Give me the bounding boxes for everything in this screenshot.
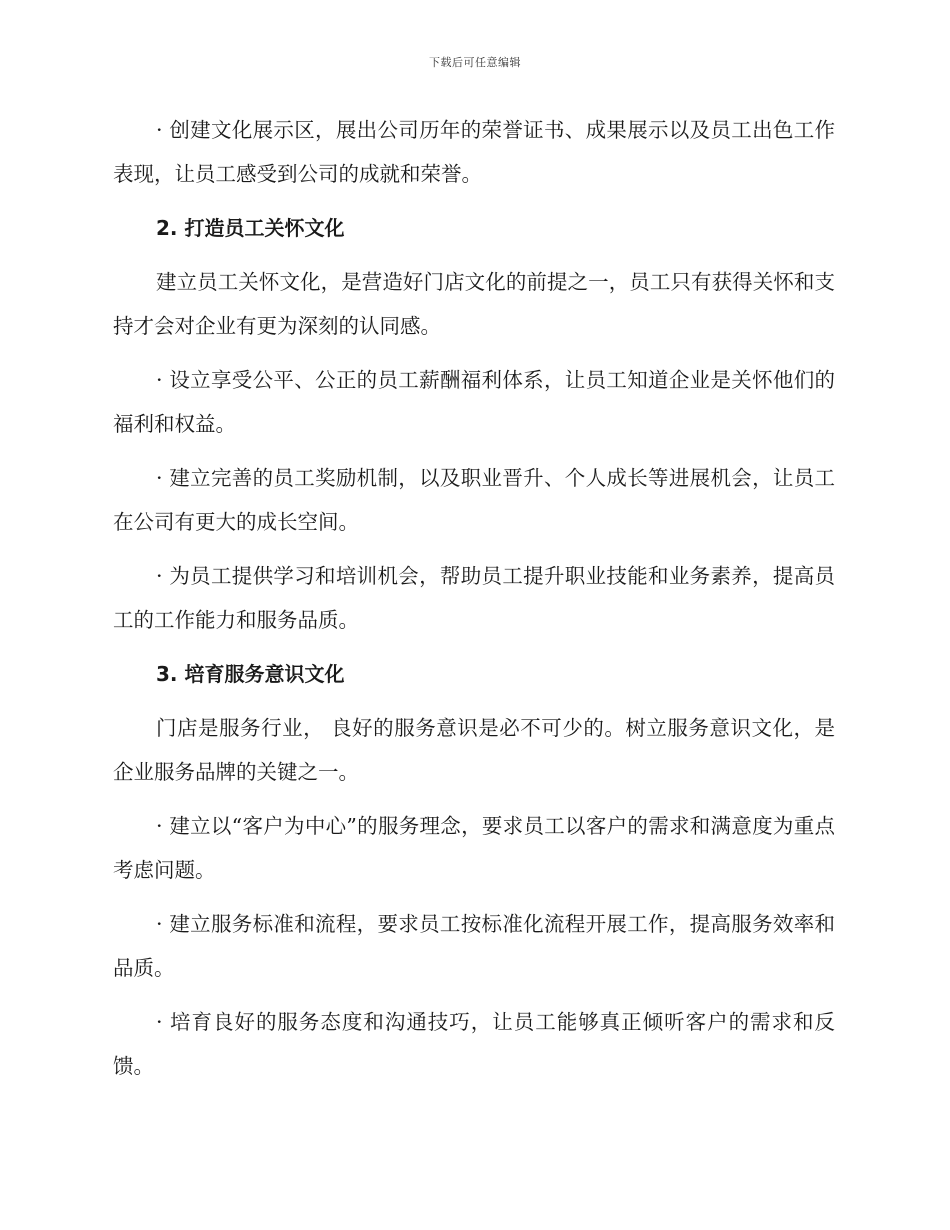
body-paragraph: 门店是服务行业， 良好的服务意识是必不可少的。树立服务意识文化，是企业服务品牌的关键之一。 xyxy=(113,716,835,784)
bullet-paragraph: · 设立享受公平、公正的员工薪酬福利体系，让员工知道企业是关怀他们的福利和权益。 xyxy=(113,368,835,436)
section-heading: 2. 打造员工关怀文化 xyxy=(156,216,345,240)
document-body xyxy=(113,108,835,1098)
bullet-paragraph: · 建立以“客户为中心”的服务理念，要求员工以客户的需求和满意度为重点考虑问题。 xyxy=(113,814,835,882)
page-header-note: 下载后可任意编辑 xyxy=(429,56,521,69)
bullet-paragraph: · 为员工提供学习和培训机会，帮助员工提升职业技能和业务素养，提高员工的工作能力和服务品质。 xyxy=(113,564,835,632)
section-heading: 3. 培育服务意识文化 xyxy=(156,662,345,686)
bullet-paragraph: · 创建文化展示区，展出公司历年的荣誉证书、成果展示以及员工出色工作表现，让员工感受到公司的成就和荣誉。 xyxy=(113,118,835,186)
bullet-paragraph: · 建立服务标准和流程，要求员工按标准化流程开展工作，提高服务效率和品质。 xyxy=(113,912,835,980)
body-paragraph: 建立员工关怀文化，是营造好门店文化的前提之一，员工只有获得关怀和支持才会对企业有更为深刻的认同感。 xyxy=(113,270,835,338)
bullet-paragraph: · 培育良好的服务态度和沟通技巧，让员工能够真正倾听客户的需求和反馈。 xyxy=(113,1010,835,1078)
bullet-paragraph: · 建立完善的员工奖励机制，以及职业晋升、个人成长等进展机会，让员工在公司有更大的成长空间。 xyxy=(113,466,835,534)
